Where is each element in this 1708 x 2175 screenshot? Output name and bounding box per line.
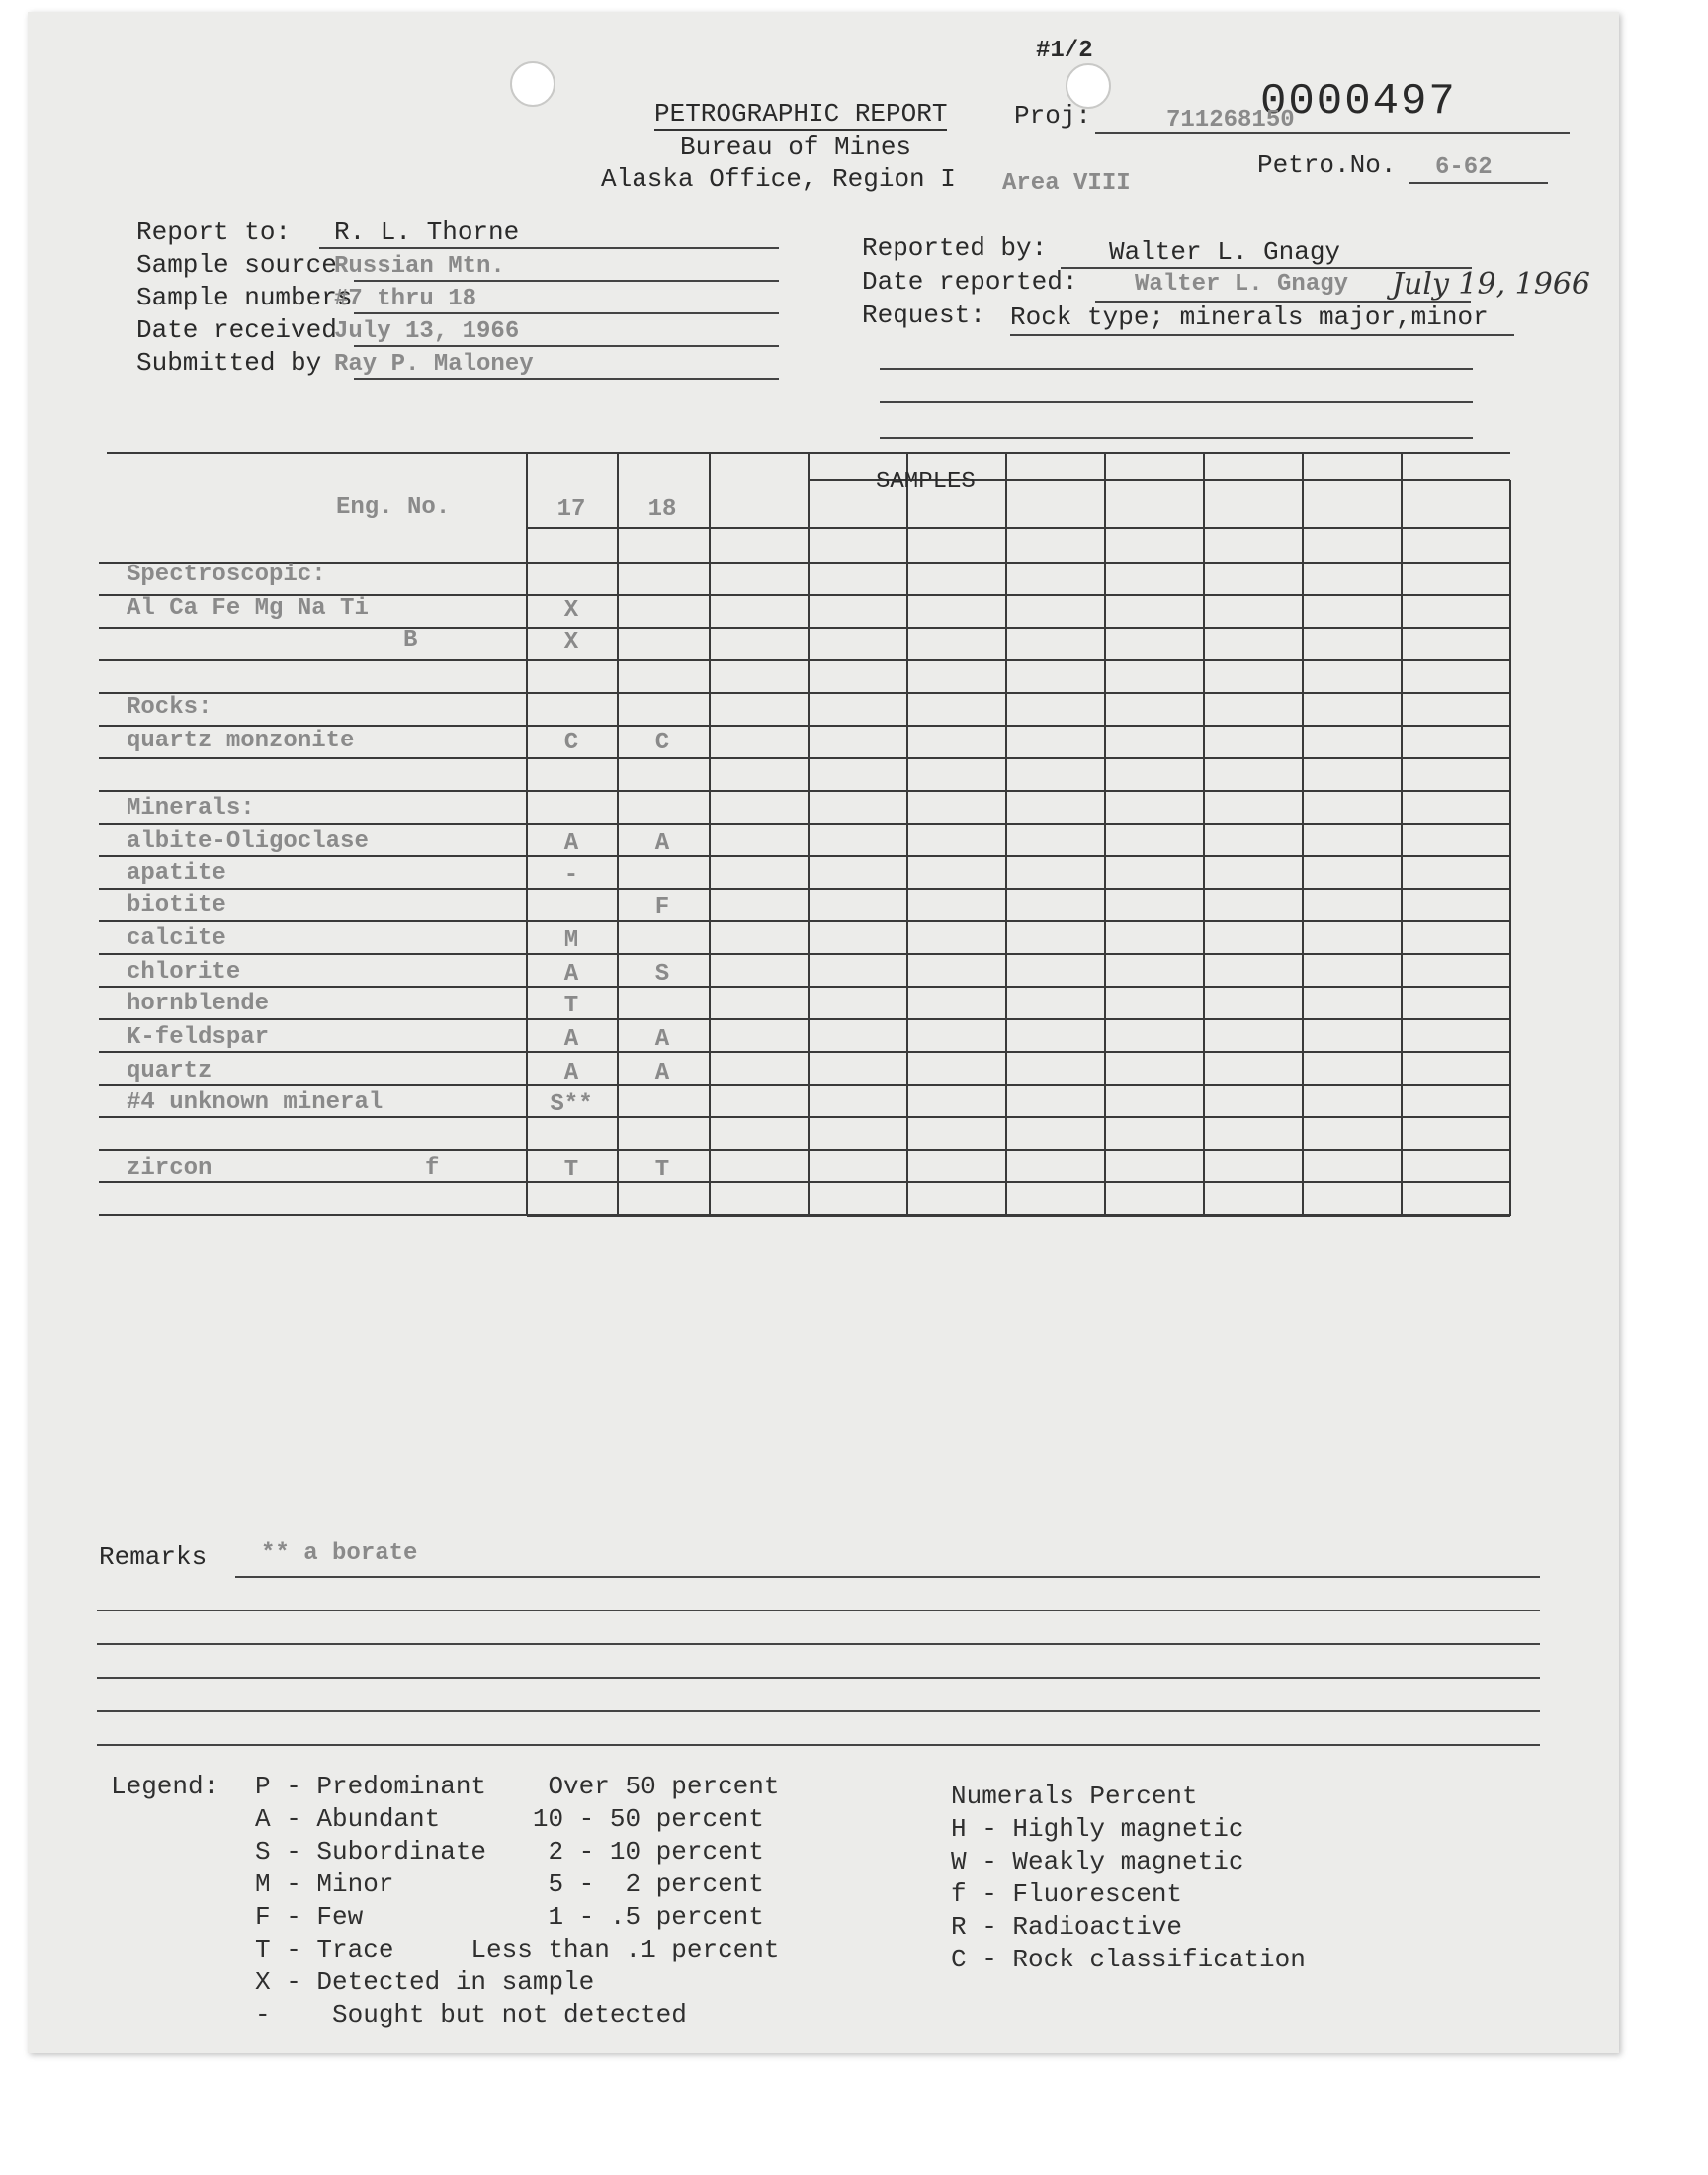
remarks-line-4: [97, 1677, 1540, 1679]
cell-sample-17: A: [563, 1026, 579, 1053]
row-label: Al Ca Fe Mg Na Ti: [127, 595, 369, 622]
field-label: Date received: [136, 315, 337, 345]
field-label: Sample numbers: [136, 283, 353, 312]
remarks-line-2: [97, 1610, 1540, 1611]
legend-label: Legend:: [111, 1772, 219, 1801]
cell-sample-17: T: [563, 993, 579, 1019]
field-value: #7 thru 18: [334, 286, 477, 312]
reported-by-value: Walter L. Gnagy: [1109, 237, 1341, 267]
cell-sample-18: C: [654, 730, 670, 756]
row-label: Spectroscopic:: [127, 562, 326, 588]
document-number: 0000497: [1260, 77, 1457, 127]
row-label: zircon: [127, 1155, 213, 1181]
legend-entry: T - Trace Less than .1 percent: [255, 1935, 780, 1964]
row-label: B: [403, 627, 418, 653]
eng-no-17: 17: [556, 496, 586, 523]
reported-by-label: Reported by:: [862, 233, 1048, 263]
field-label: Report to:: [136, 218, 292, 247]
cell-sample-17: A: [563, 961, 579, 988]
field-label: Sample source: [136, 250, 337, 280]
row-label: chlorite: [127, 959, 241, 986]
date-reported-handwritten: July 19, 1966: [1392, 267, 1591, 302]
legend-entry: H - Highly magnetic: [951, 1814, 1244, 1844]
remarks-line-6: [97, 1744, 1540, 1746]
row-label: albite-Oligoclase: [127, 828, 369, 855]
remarks-line-3: [97, 1643, 1540, 1645]
field-value: R. L. Thorne: [334, 218, 520, 247]
date-reported-typed: Walter L. Gnagy: [1135, 271, 1349, 298]
legend-entry: F - Few 1 - .5 percent: [255, 1902, 764, 1932]
field-value: July 13, 1966: [334, 318, 520, 345]
cell-sample-18: S: [654, 961, 670, 988]
petro-value: 6-62: [1435, 154, 1493, 181]
row-label: #4 unknown mineral: [127, 1089, 384, 1116]
report-sheet: [28, 12, 1619, 2053]
field-label: Submitted by: [136, 348, 322, 378]
field-value: Russian Mtn.: [334, 253, 505, 280]
cell-sample-18: T: [654, 1157, 670, 1183]
legend-entry: M - Minor 5 - 2 percent: [255, 1870, 764, 1899]
proj-label: Proj:: [1014, 101, 1092, 130]
row-label: quartz monzonite: [127, 728, 355, 754]
legend-entry: S - Subordinate 2 - 10 percent: [255, 1837, 764, 1867]
row-label: K-feldspar: [127, 1024, 270, 1051]
office-name: Alaska Office, Region I: [601, 164, 956, 194]
remarks-label: Remarks: [99, 1542, 208, 1572]
request-label: Request:: [862, 301, 985, 330]
row-flag: f: [425, 1155, 440, 1181]
date-reported-label: Date reported:: [862, 267, 1078, 297]
row-label: quartz: [127, 1058, 213, 1085]
cell-sample-18: F: [654, 894, 670, 920]
cell-sample-17: X: [563, 629, 579, 655]
samples-header: SAMPLES: [876, 469, 976, 495]
row-label: Rocks:: [127, 694, 213, 721]
page-mark: #1/2: [1036, 38, 1093, 64]
cell-sample-17: X: [563, 597, 579, 624]
legend-entry: X - Detected in sample: [255, 1967, 595, 1997]
legend-entry: A - Abundant 10 - 50 percent: [255, 1804, 764, 1834]
cell-sample-18: A: [654, 830, 670, 857]
remarks-value: ** a borate: [261, 1540, 418, 1567]
cell-sample-17: T: [563, 1157, 579, 1183]
legend-entry: Numerals Percent: [951, 1782, 1198, 1811]
cell-sample-17: S**: [550, 1091, 593, 1118]
cell-sample-17: A: [563, 1060, 579, 1087]
eng-no-label: Eng. No.: [336, 494, 451, 521]
row-label: Minerals:: [127, 795, 255, 822]
cell-sample-18: A: [654, 1026, 670, 1053]
eng-no-18: 18: [647, 496, 677, 523]
field-value: Ray P. Maloney: [334, 351, 534, 378]
legend-entry: - Sought but not detected: [255, 2000, 687, 2030]
petro-label: Petro.No.: [1257, 150, 1397, 180]
proj-value: 711268150: [1166, 107, 1295, 133]
cell-sample-17: -: [563, 862, 579, 889]
remarks-line-1: [235, 1576, 1540, 1578]
legend-entry: f - Fluorescent: [951, 1879, 1183, 1909]
legend-entry: R - Radioactive: [951, 1912, 1183, 1942]
report-title: PETROGRAPHIC REPORT: [654, 99, 948, 129]
legend-entry: C - Rock classification: [951, 1945, 1306, 1974]
legend-entry: P - Predominant Over 50 percent: [255, 1772, 780, 1801]
org-name: Bureau of Mines: [680, 132, 912, 162]
area-label: Area VIII: [1002, 170, 1131, 197]
row-label: calcite: [127, 925, 226, 952]
cell-sample-17: M: [563, 927, 579, 954]
cell-sample-17: C: [563, 730, 579, 756]
cell-sample-18: A: [654, 1060, 670, 1087]
row-label: apatite: [127, 860, 226, 887]
remarks-line-5: [97, 1710, 1540, 1712]
row-label: hornblende: [127, 991, 270, 1017]
cell-sample-17: A: [563, 830, 579, 857]
legend-entry: W - Weakly magnetic: [951, 1847, 1244, 1876]
row-label: biotite: [127, 892, 226, 918]
request-value: Rock type; minerals major,minor: [1010, 303, 1489, 332]
